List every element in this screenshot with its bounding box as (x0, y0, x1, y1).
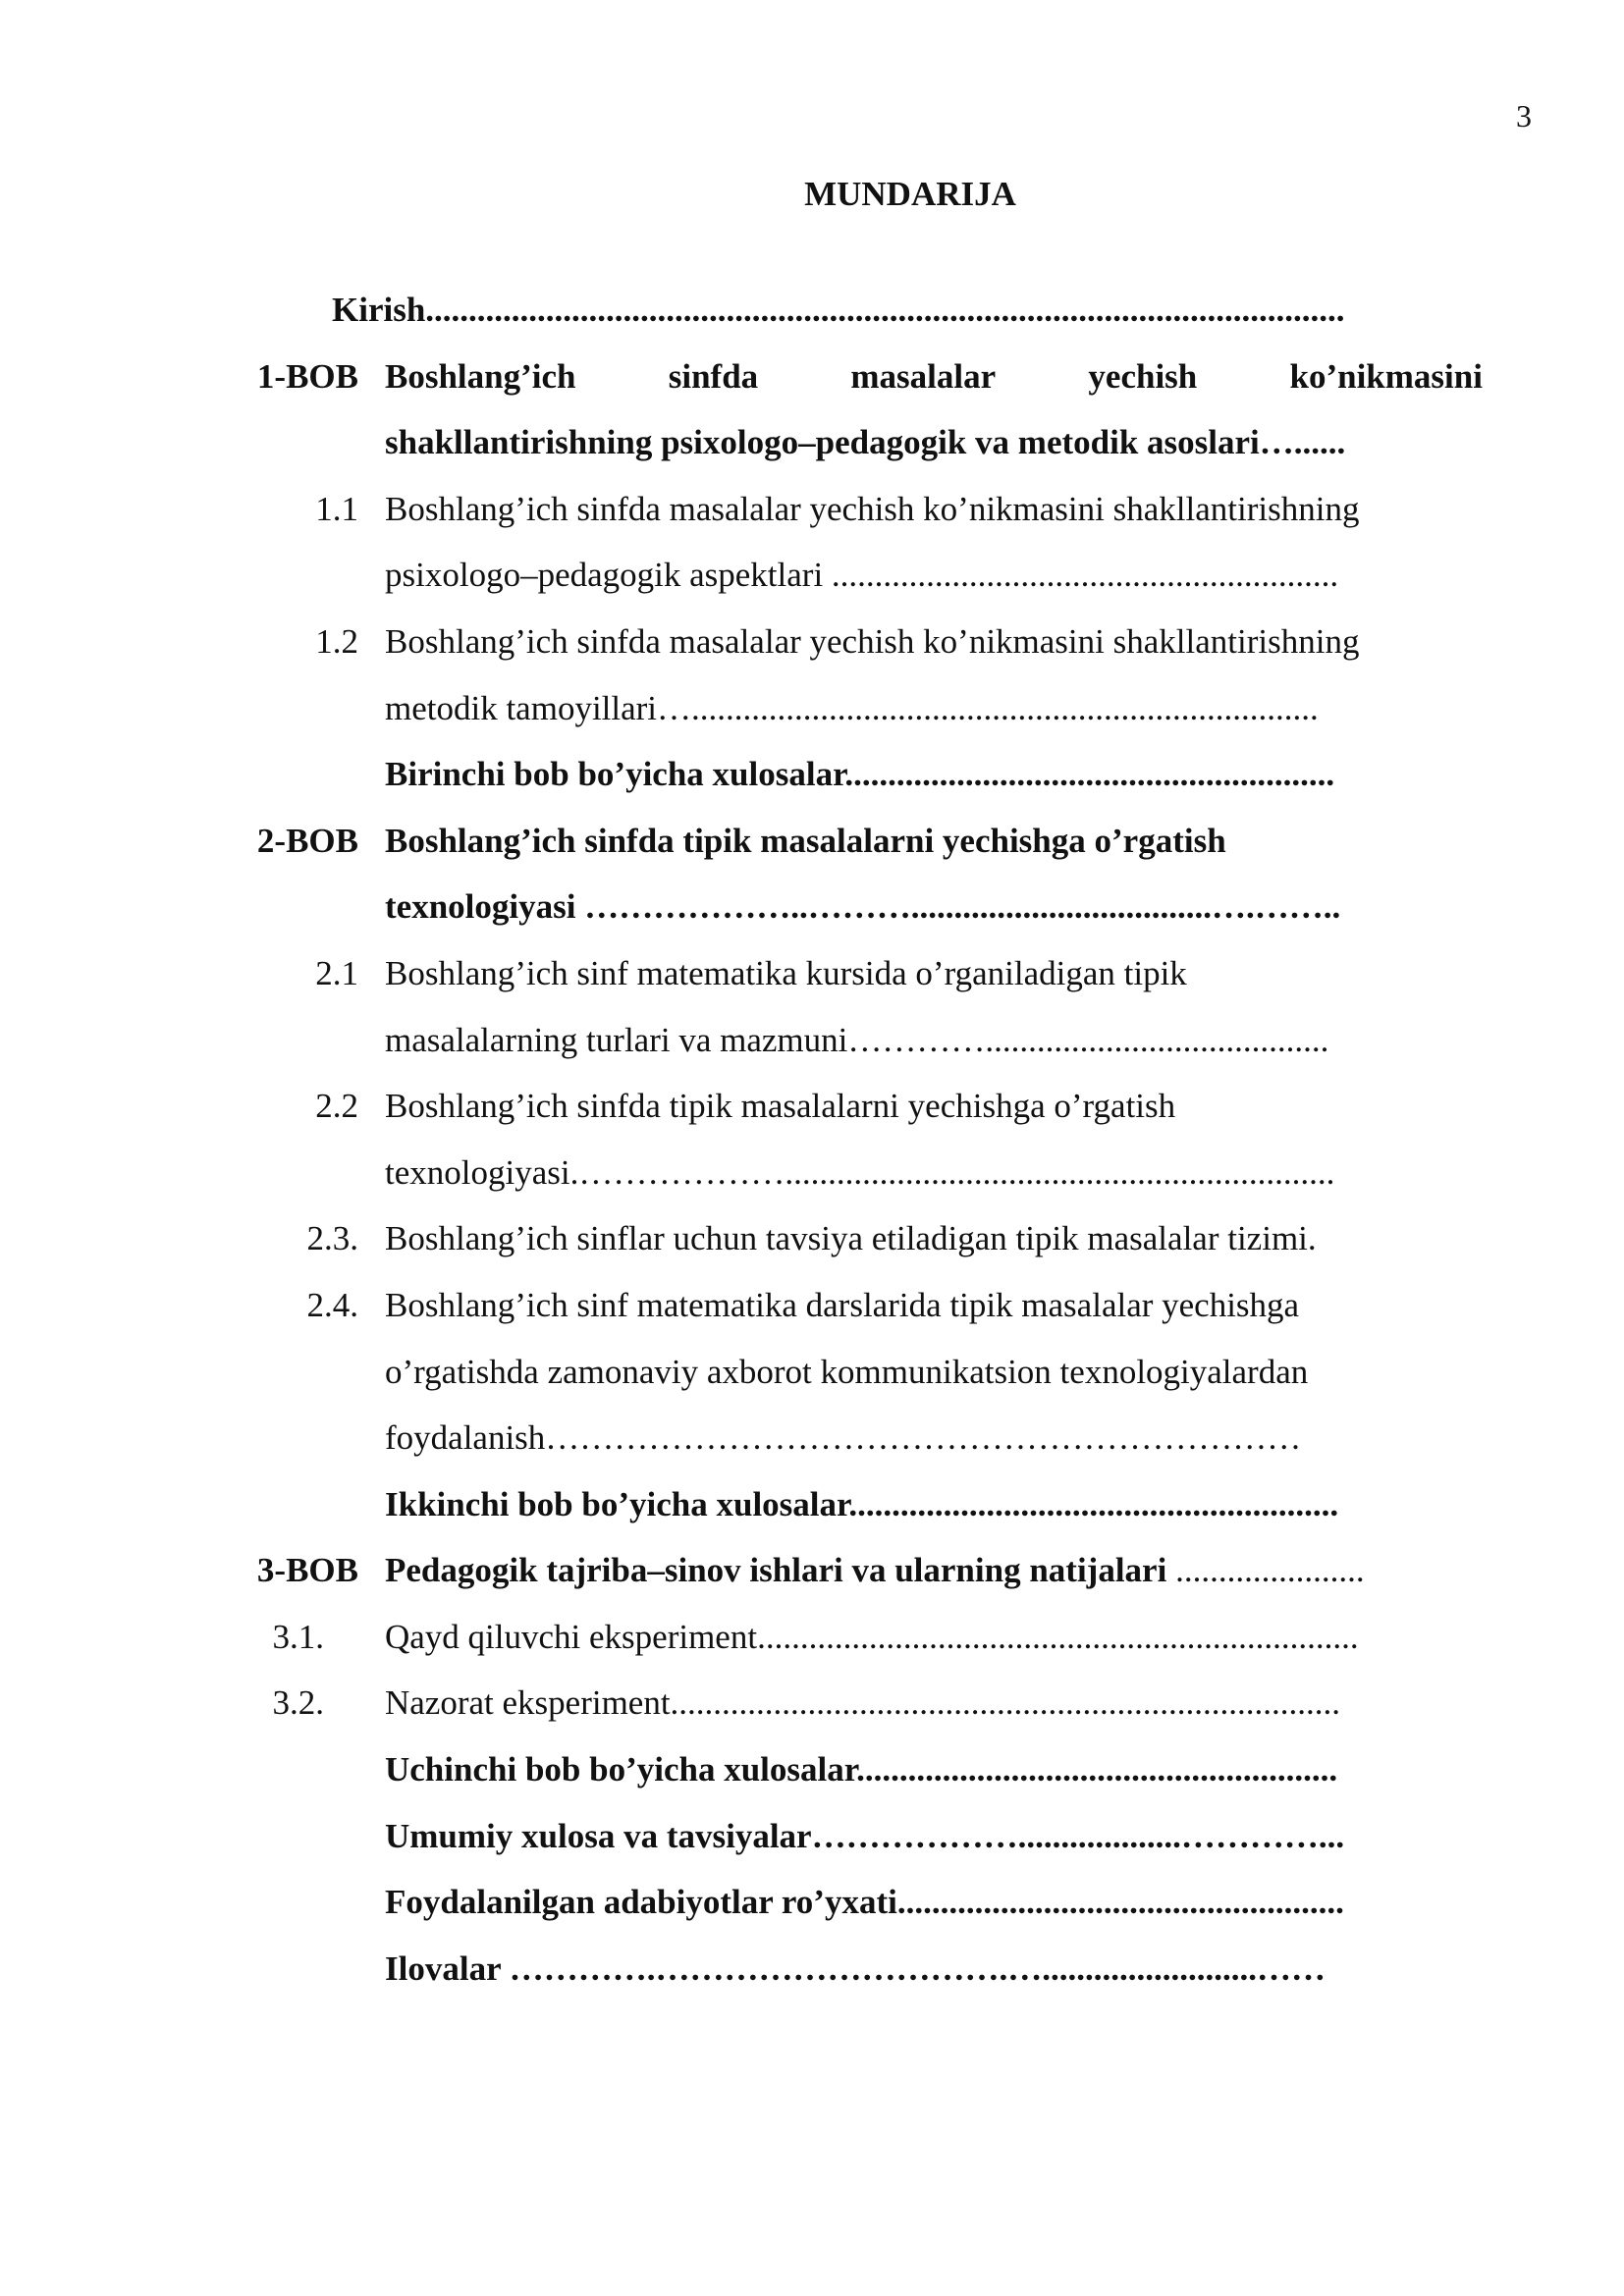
toc-entry-number: 1.2 (315, 621, 358, 661)
toc-entry-title: foydalanish………………………………………………………… (385, 1418, 1302, 1458)
toc-entry-title: Boshlang’ich sinfda masalalar yechish ko’nikmasini shakllantirishning (385, 489, 1360, 528)
toc-entry (0, 1479, 1624, 1546)
toc-entry (0, 417, 1624, 484)
toc-entry-text (385, 550, 1483, 601)
toc-entry-title: Boshlang’ich sinfda tipik masalalarni yechishga o’rgatish (385, 1087, 1176, 1126)
toc-entry-title: texnologiyasi ………………..………...................................….…….. (385, 887, 1341, 927)
toc-entry-text (385, 616, 1483, 667)
toc-entry-number: 3.1. (272, 1617, 324, 1656)
toc-entry-number: 2.1 (315, 953, 358, 992)
toc-entry-word: Boshlang’ich (385, 356, 576, 396)
toc-entry-text (385, 1877, 1483, 1928)
toc-entry (0, 285, 1624, 351)
toc-entry (0, 1744, 1624, 1811)
toc-entry-title: Umumiy xulosa va tavsiyalar………………...................…………... (385, 1816, 1345, 1855)
toc-entry-text (385, 1678, 1483, 1729)
toc-entry-title: metodik tamoyillari…......................................................................... (385, 688, 1319, 727)
toc-entry-number: 2.3. (306, 1219, 358, 1258)
toc-entry-text (385, 484, 1483, 535)
toc-entry-title: shakllantirishning psixologo–pedagogik va metodik asoslari…...... (385, 423, 1346, 462)
toc-entry-text (385, 1148, 1483, 1199)
toc-entry-text (385, 351, 1483, 402)
toc-entry (0, 1148, 1624, 1214)
toc-entry-title: o’rgatishda zamonaviy axborot kommunikatsion texnologiyalardan (385, 1352, 1309, 1391)
toc-entry-number: 1-BOB (256, 356, 358, 396)
toc-entry (0, 1944, 1624, 2010)
toc-entry-text (385, 1347, 1483, 1398)
toc-entry (0, 1413, 1624, 1479)
toc-entry (0, 484, 1624, 551)
toc-entry (0, 1877, 1624, 1944)
toc-entry-title: Pedagogik tajriba–sinov ishlari va ularning natijalari (385, 1551, 1167, 1590)
toc-entry-title: Boshlang’ich sinfda masalalar yechish ko’nikmasini shakllantirishning (385, 621, 1360, 661)
toc-entry-text (385, 1612, 1483, 1663)
toc-entry-number: 3-BOB (256, 1551, 358, 1590)
toc-entry-word: sinfda (668, 356, 759, 396)
toc-entry-number: 2.4. (306, 1285, 358, 1324)
toc-entry-text (385, 948, 1483, 999)
toc-entry (0, 1280, 1624, 1347)
toc-entry (0, 948, 1624, 1015)
toc-entry-title: Qayd qiluvchi eksperiment...................................................................... (385, 1617, 1359, 1656)
toc-entry (0, 749, 1624, 816)
toc-entry-text (385, 1413, 1483, 1464)
toc-entry (0, 1612, 1624, 1679)
page-title: MUNDARIJA (804, 175, 1016, 213)
toc-entry-text (385, 1545, 1483, 1596)
toc-entry (0, 1347, 1624, 1414)
toc-entry-title: masalalarning turlari va mazmuni…………........................................ (385, 1020, 1329, 1059)
toc-entry (0, 1213, 1624, 1280)
toc-entry (0, 1015, 1624, 1082)
toc-entry-text (385, 1744, 1483, 1795)
toc-entry-text (385, 417, 1483, 468)
toc-entry-title: Boshlang’ich sinfda tipik masalalarni yechishga o’rgatish (385, 821, 1226, 860)
toc-entry-title: Boshlang’ich sinf matematika darslarida tipik masalalar yechishga (385, 1285, 1300, 1324)
table-of-contents (0, 285, 1624, 2009)
toc-entry-title: Boshlang’ich sinf matematika kursida o’rganiladigan tipik (385, 953, 1187, 992)
toc-entry-word: ko’nikmasini (1289, 356, 1483, 396)
toc-entry-number: 2.2 (315, 1087, 358, 1126)
toc-entry (0, 816, 1624, 882)
toc-entry-text (385, 1213, 1483, 1264)
toc-entry (0, 616, 1624, 683)
toc-entry-word: yechish (1088, 356, 1198, 396)
toc-entry (0, 351, 1624, 418)
toc-entry-text (385, 881, 1483, 933)
toc-entry-title: Ikkinchi bob bo’yicha xulosalar......................................................... (385, 1484, 1339, 1523)
toc-entry-title: Ilovalar ………….………………………….….........................…… (385, 1949, 1326, 1988)
toc-entry (0, 1811, 1624, 1878)
toc-entry-title: Nazorat eksperiment.............................................................................. (385, 1683, 1341, 1723)
page-number: 3 (1516, 98, 1532, 133)
toc-entry (0, 881, 1624, 948)
toc-entry (0, 1081, 1624, 1148)
toc-entry-text (385, 1015, 1483, 1066)
toc-entry-number: 1.1 (315, 489, 358, 528)
toc-entry-title: Foydalanilgan adabiyotlar ro’yxati.................................................... (385, 1883, 1344, 1922)
toc-entry-number: 2-BOB (256, 821, 358, 860)
toc-entry-text (385, 1081, 1483, 1132)
toc-entry-text (385, 749, 1483, 800)
toc-entry (0, 1678, 1624, 1744)
toc-entry-title: Boshlang’ich sinflar uchun tavsiya etiladigan tipik masalalar tizimi. (385, 1219, 1317, 1258)
toc-entry-text (385, 1811, 1483, 1862)
toc-entry-text (385, 816, 1483, 867)
toc-entry-text: Kirish........................................................................................................... (332, 291, 1345, 329)
toc-entry-title: Birinchi bob bo’yicha xulosalar......................................................... (385, 755, 1335, 794)
toc-entry (0, 1545, 1624, 1612)
toc-entry-title: texnologiyasi.………………................................................................ (385, 1152, 1335, 1192)
toc-entry-word: masalalar (850, 356, 997, 396)
toc-entry-text (385, 1944, 1483, 1995)
toc-entry-text (385, 1479, 1483, 1530)
toc-entry-title: psixologo–pedagogik aspektlari ........................................................... (385, 556, 1339, 595)
toc-entry-title: Uchinchi bob bo’yicha xulosalar........................................................ (385, 1750, 1338, 1789)
toc-entry-leader: ...................... (1166, 1551, 1365, 1590)
toc-entry (0, 683, 1624, 750)
toc-entry (0, 550, 1624, 616)
toc-entry-number: 3.2. (272, 1683, 324, 1723)
toc-entry-text (385, 683, 1483, 734)
toc-entry-text (385, 1280, 1483, 1331)
